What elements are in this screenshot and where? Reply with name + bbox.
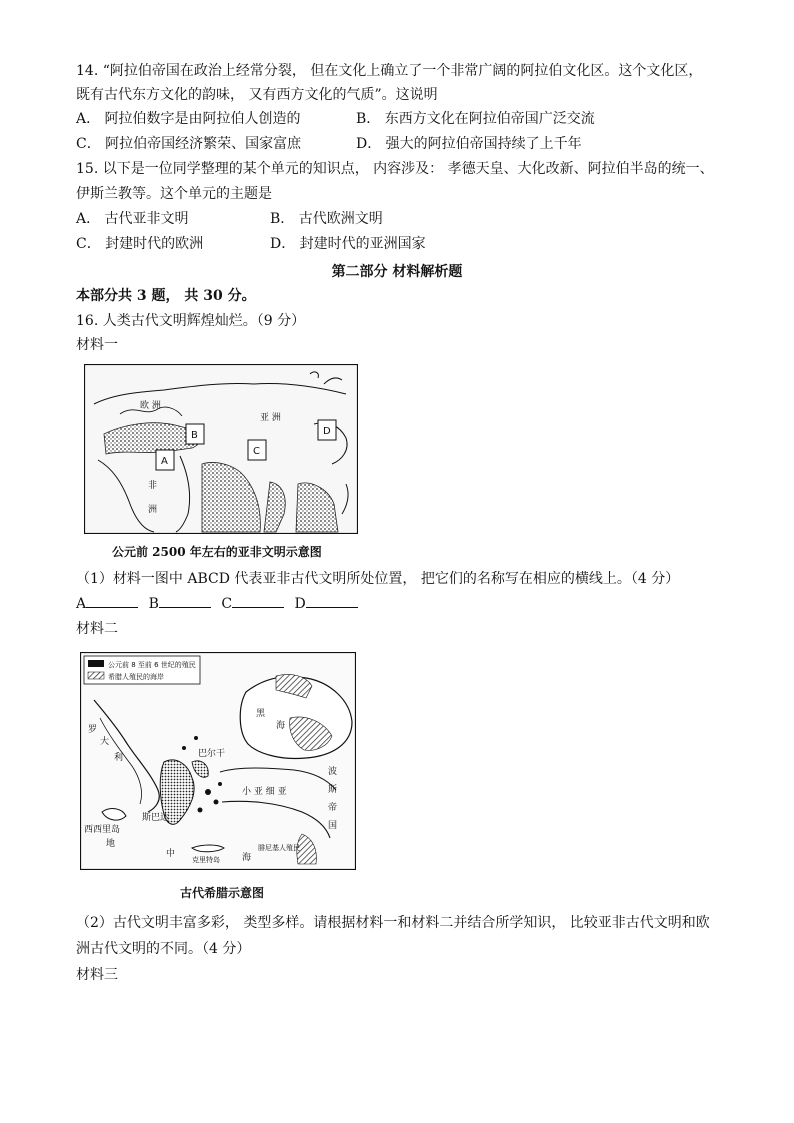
map2-caption: 古代希腊示意图 xyxy=(180,886,265,900)
map1-caption: 公元前 2500 年左右的亚非文明示意图 xyxy=(112,545,322,559)
map2-med-2: 中 xyxy=(166,849,176,859)
map2-sparta: 斯巴达 xyxy=(142,813,170,823)
map2-sicily: 西西里岛 xyxy=(84,825,121,835)
q14-stem-line2: 既有古代东方文化的韵味， 又有西方文化的气质”。这说明 xyxy=(76,87,438,103)
material2-label: 材料二 xyxy=(76,621,118,637)
blank-a[interactable] xyxy=(86,595,138,608)
map2-persia-2: 斯 xyxy=(328,785,338,795)
blank-d-letter: D xyxy=(294,596,306,612)
map1-label-africa-2: 洲 xyxy=(148,505,158,515)
blank-b-letter: B xyxy=(148,596,159,612)
map1-box-c-label: C xyxy=(253,446,260,457)
q16-answer-blanks xyxy=(76,595,364,613)
blank-c-letter: C xyxy=(221,596,233,612)
map2-balkan: 巴尔干 xyxy=(198,749,226,759)
q16-sub2-line1: （2）古代文明丰富多彩， 类型多样。请根据材料一和材料二并结合所学知识， 比较亚非古代文明和欧 xyxy=(76,915,710,931)
part2-intro: 本部分共 3 题， 共 30 分。 xyxy=(76,288,256,304)
q15-option-c: C． 封建时代的欧洲 xyxy=(76,236,204,252)
legend-swatch-colony xyxy=(88,660,104,667)
map2-legend-1: 公元前 8 至前 6 世纪的殖民 xyxy=(108,661,196,669)
map2-legend-2: 希腊人殖民的海岸 xyxy=(108,673,164,681)
material3-label: 材料三 xyxy=(76,967,118,983)
map2-persia-3: 帝 xyxy=(328,803,338,813)
map2-persia-1: 波 xyxy=(328,767,338,777)
blank-a-letter: A xyxy=(76,596,87,612)
material1-label: 材料一 xyxy=(76,337,118,353)
afro-asian-civilization-map xyxy=(84,364,358,534)
map2-med-3: 海 xyxy=(242,853,252,863)
q15-option-d: D． 封建时代的亚洲国家 xyxy=(270,236,426,252)
blank-b[interactable] xyxy=(159,595,211,608)
legend-swatch-coast xyxy=(88,672,104,679)
q16-stem: 16. 人类古代文明辉煌灿烂。（9 分） xyxy=(76,313,306,329)
map1-box-a-label: A xyxy=(161,456,168,467)
ancient-greece-map xyxy=(80,652,356,870)
q14-option-d: D． 强大的阿拉伯帝国持续了上千年 xyxy=(356,136,582,152)
map2-italy-1: 大 xyxy=(100,737,110,747)
blank-d[interactable] xyxy=(306,595,358,608)
map2-phoenicia: 腓尼基人殖民 xyxy=(258,844,300,852)
q14-option-a: A． 阿拉伯数字是由阿拉伯人创造的 xyxy=(76,111,301,127)
map2-rome: 罗 xyxy=(88,725,98,735)
q15-stem-line1: 15. 以下是一位同学整理的某个单元的知识点， 内容涉及： 孝德天皇、大化改新、阿拉伯半岛的统一、 xyxy=(76,161,714,177)
q15-stem-line2: 伊斯兰教等。这个单元的主题是 xyxy=(76,186,272,202)
map2-med-1: 地 xyxy=(106,839,116,849)
map2-black-sea-2: 海 xyxy=(276,721,286,731)
map1-label-europe: 欧 洲 xyxy=(140,401,161,411)
map1-box-b-label: B xyxy=(191,430,198,441)
q14-stem-line1: 14. “阿拉伯帝国在政治上经常分裂， 但在文化上确立了一个非常广阔的阿拉伯文化区。这个文化区， xyxy=(76,63,703,79)
q16-sub2-line2: 洲古代文明的不同。（4 分） xyxy=(76,941,251,957)
map1-box-d-label: D xyxy=(323,426,331,437)
blank-c[interactable] xyxy=(232,595,284,608)
q15-option-a: A． 古代亚非文明 xyxy=(76,211,189,227)
q14-option-c: C． 阿拉伯帝国经济繁荣、国家富庶 xyxy=(76,136,302,152)
map1-label-africa-1: 非 xyxy=(148,481,158,491)
map2-black-sea-1: 黑 xyxy=(256,709,266,719)
map1-label-asia: 亚 洲 xyxy=(260,413,281,423)
q15-option-b: B． 古代欧洲文明 xyxy=(270,211,383,227)
map2-italy-2: 利 xyxy=(114,753,124,763)
part2-title: 第二部分 材料解析题 xyxy=(331,264,463,280)
q14-option-b: B． 东西方文化在阿拉伯帝国广泛交流 xyxy=(356,111,595,127)
map2-asia-minor: 小 亚 细 亚 xyxy=(242,787,287,797)
map2-persia-4: 国 xyxy=(328,821,338,831)
map2-crete: 克里特岛 xyxy=(192,856,220,864)
q16-sub1: （1）材料一图中 ABCD 代表亚非古代文明所处位置， 把它们的名称写在相应的横线上。（4 分） xyxy=(76,571,680,587)
